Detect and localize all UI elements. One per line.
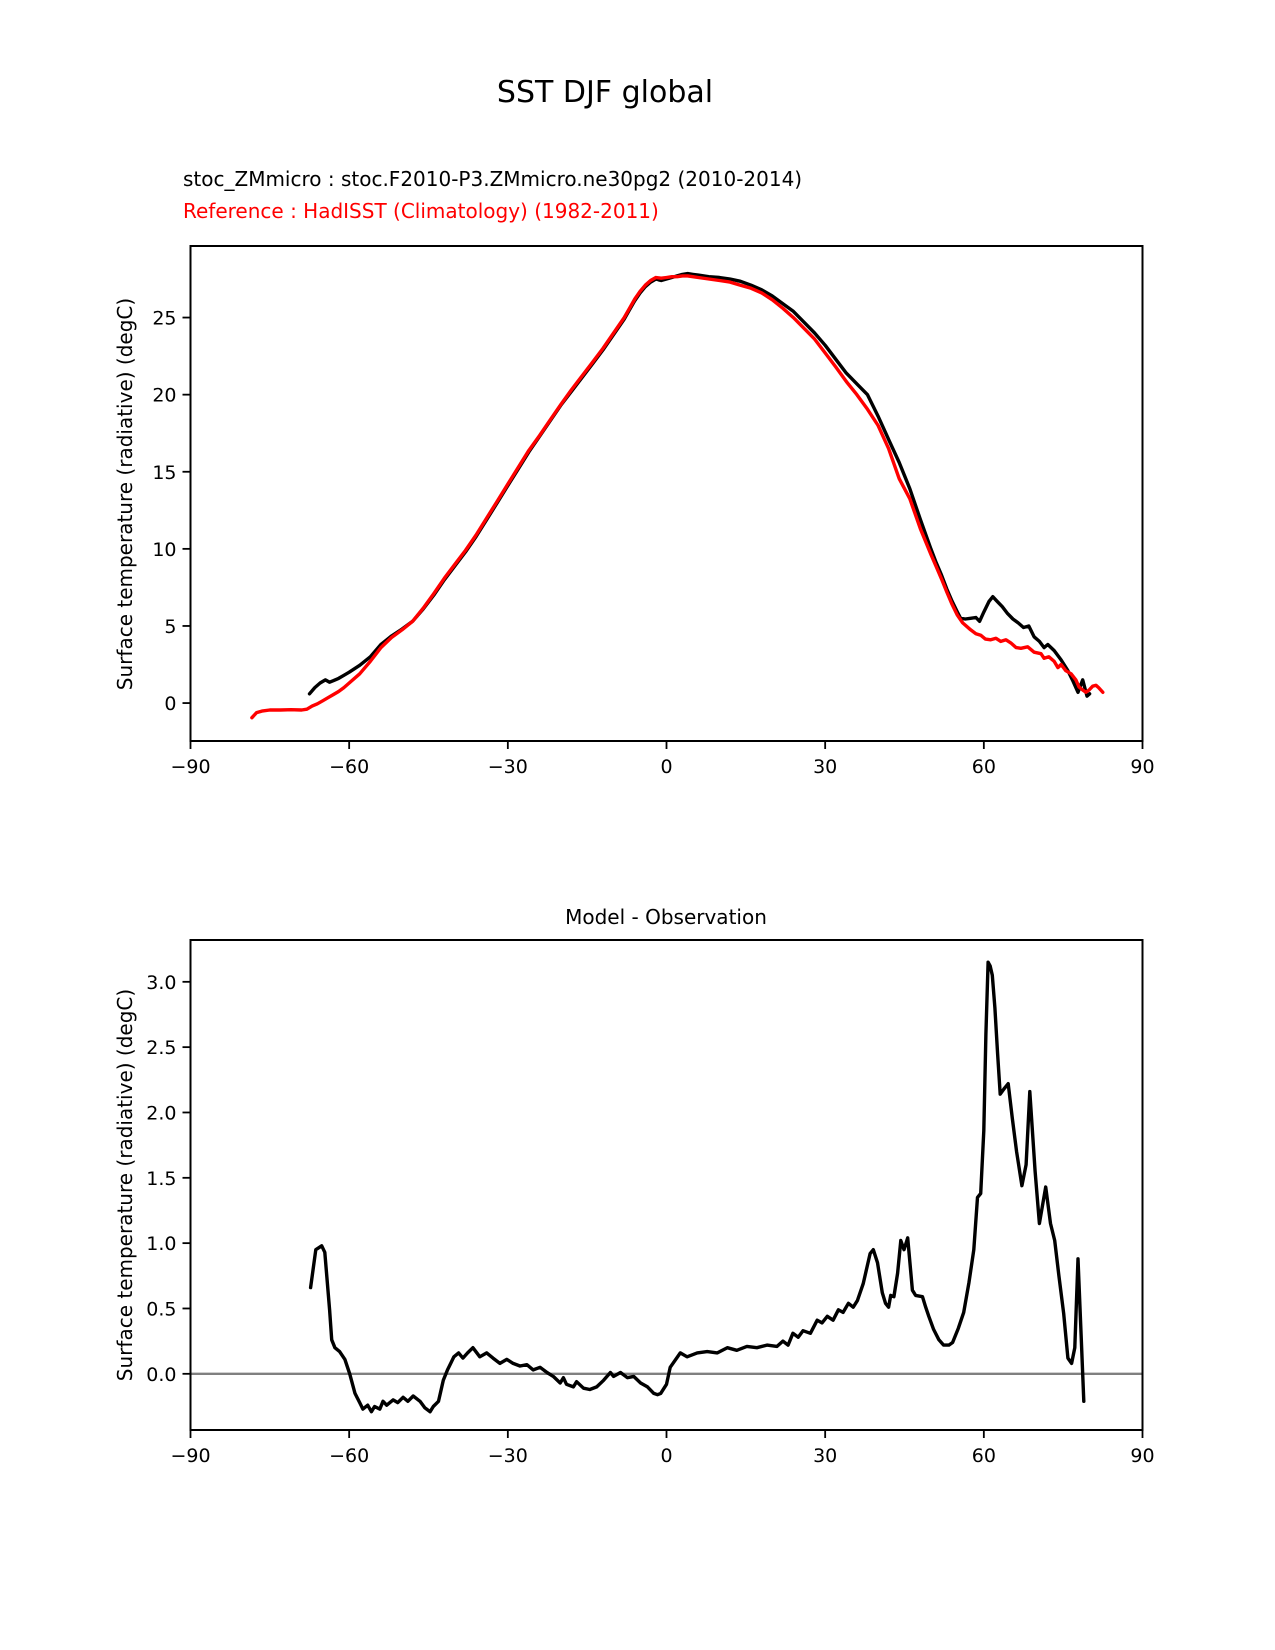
x-tick-label: −30: [487, 756, 528, 778]
y-tick-label: 25: [152, 307, 177, 330]
x-tick-label: 0: [660, 756, 673, 778]
y-tick-label: 0: [164, 693, 177, 716]
x-tick-label: 90: [1130, 756, 1155, 778]
x-tick-label: 0: [660, 1445, 673, 1467]
x-ticks: [170, 1430, 1154, 1467]
axes-frame: [191, 246, 1143, 741]
x-tick-label: −60: [329, 1445, 370, 1467]
y-tick-label: 2.5: [146, 1037, 177, 1060]
x-tick-label: −90: [170, 756, 211, 778]
bottom-chart-axes: [146, 940, 1154, 1467]
x-tick-label: −30: [487, 1445, 528, 1467]
x-tick-label: −90: [170, 1445, 211, 1467]
y-ticks: [146, 972, 190, 1386]
y-tick-label: 1.0: [146, 1233, 177, 1256]
difference-line: [311, 962, 1084, 1411]
x-tick-label: −60: [329, 756, 370, 778]
legend-reference-label: Reference : HadISST (Climatology) (1982-2011): [183, 199, 659, 223]
legend-model-label: stoc_ZMmicro : stoc.F2010-P3.ZMmicro.ne30pg2 (2010-2014): [183, 167, 803, 191]
y-tick-label: 1.5: [146, 1167, 177, 1190]
x-tick-label: 90: [1130, 1445, 1155, 1467]
x-tick-label: 30: [813, 756, 838, 778]
y-tick-label: 10: [152, 538, 177, 561]
y-tick-label: 15: [152, 461, 177, 484]
top-chart-axes: [152, 246, 1154, 778]
y-tick-label: 5: [164, 615, 177, 638]
figure-title: SST DJF global: [496, 75, 714, 110]
y-tick-label: 0.5: [146, 1298, 177, 1321]
x-tick-label: 60: [971, 1445, 996, 1467]
y-tick-label: 0.0: [146, 1363, 177, 1386]
x-tick-label: 60: [971, 756, 996, 778]
y-tick-label: 2.0: [146, 1102, 177, 1125]
y-tick-label: 3.0: [146, 971, 177, 994]
axes-frame: [191, 940, 1143, 1430]
bottom-y-axis-label: Surface temperature (radiative) (degC): [113, 988, 137, 1382]
top-y-axis-label: Surface temperature (radiative) (degC): [113, 297, 137, 691]
bottom-chart-title: Model - Observation: [565, 905, 767, 929]
reference-line: [252, 276, 1103, 718]
x-tick-label: 30: [813, 1445, 838, 1467]
x-ticks: [170, 741, 1154, 778]
y-tick-label: 20: [152, 384, 177, 407]
y-ticks: [152, 308, 190, 716]
